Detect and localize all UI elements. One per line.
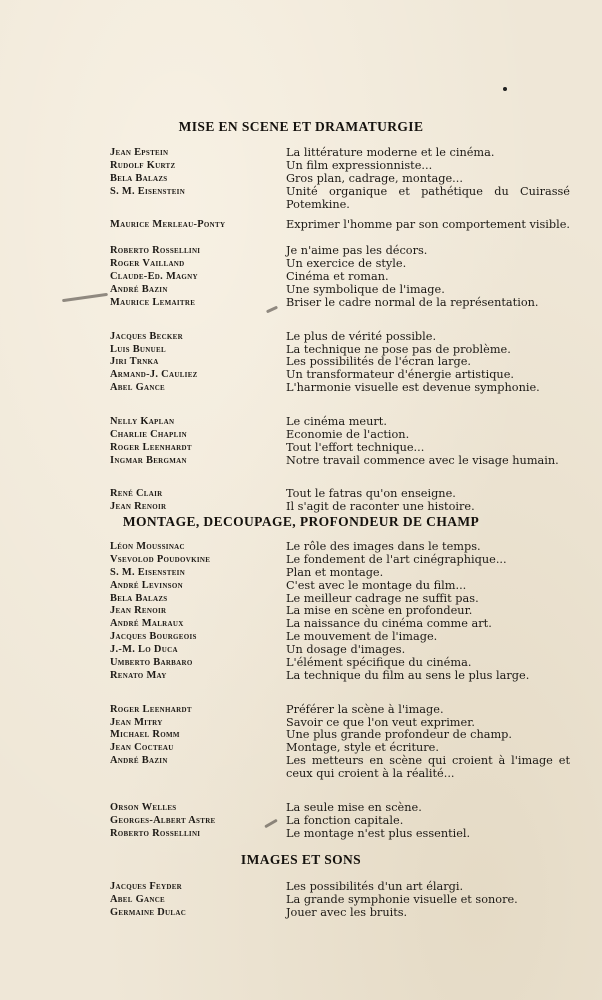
essay-title: Une plus grande profondeur de champ. bbox=[286, 728, 512, 742]
essay-title: Les possibilités d'un art élargi. bbox=[286, 880, 464, 893]
author-name: Jacques Becker bbox=[110, 330, 183, 342]
author-name: Jacques Bourgeois bbox=[110, 631, 197, 643]
essay-title: Economie de l'action. bbox=[286, 427, 410, 441]
author-name: Orson Welles bbox=[110, 801, 177, 813]
list-item bbox=[0, 815, 602, 828]
author-name: Renato May bbox=[110, 669, 167, 681]
essay-title: Gros plan, cadrage, montage... bbox=[286, 171, 463, 185]
list-item bbox=[0, 455, 602, 481]
essay-title: Jouer avec les bruits. bbox=[286, 905, 408, 919]
essay-title: La seule mise en scène. bbox=[286, 800, 422, 814]
author-name: J.-M. Lo Duca bbox=[110, 644, 178, 656]
essay-title: C'est avec le montage du film... bbox=[286, 578, 467, 592]
essay-title: Tout l'effort technique... bbox=[286, 440, 425, 454]
list-item bbox=[0, 331, 602, 344]
section-heading: MONTAGE, DECOUPAGE, PROFONDEUR DE CHAMP bbox=[122, 514, 480, 529]
essay-title: Un dosage d'images. bbox=[286, 643, 406, 657]
essay-title: Un exercice de style. bbox=[286, 257, 407, 271]
author-name: Jean Epstein bbox=[110, 147, 169, 158]
author-name: Jean Renoir bbox=[110, 501, 167, 513]
essay-title: Le fondement de l'art cinégraphique... bbox=[286, 552, 507, 566]
author-name: Jean Renoir bbox=[110, 605, 167, 617]
essay-title: Cinéma et roman. bbox=[286, 270, 389, 284]
author-name: Léon Moussinac bbox=[110, 541, 185, 552]
author-name: Bela Balazs bbox=[110, 172, 168, 184]
list-item bbox=[0, 907, 602, 920]
essay-title: L'harmonie visuelle est devenue symphonie. bbox=[286, 381, 540, 395]
essay-title: La littérature moderne et le cinéma. bbox=[286, 146, 495, 159]
section-heading: IMAGES ET SONS bbox=[240, 852, 362, 867]
author-name: Charlie Chaplin bbox=[110, 428, 187, 440]
list-item bbox=[0, 284, 602, 297]
list-item bbox=[0, 429, 602, 442]
list-item bbox=[0, 186, 602, 212]
author-name: S. M. Eisenstein bbox=[110, 185, 186, 197]
author-name: Rudolf Kurtz bbox=[110, 159, 176, 171]
author-name: André Malraux bbox=[110, 618, 184, 630]
author-name: Abel Gance bbox=[110, 382, 166, 394]
author-name: Ingmar Bergman bbox=[110, 454, 187, 466]
author-name: Luis Bunuel bbox=[110, 343, 166, 355]
author-name: Jean Mitry bbox=[110, 716, 163, 728]
author-name: Abel Gance bbox=[110, 893, 166, 905]
author-name: Germaine Dulac bbox=[110, 906, 187, 918]
list-item bbox=[0, 554, 602, 567]
author-name: Roberto Rossellini bbox=[110, 827, 201, 839]
list-item bbox=[0, 657, 602, 670]
section-heading: MISE EN SCENE ET DRAMATURGIE bbox=[178, 119, 424, 134]
author-name: Jiri Trnka bbox=[110, 356, 159, 368]
essay-title: Les metteurs en scène qui croient à l'image et ceux qui croient à la réalité... bbox=[286, 754, 570, 781]
entry-list bbox=[0, 147, 602, 514]
author-name: André Bazin bbox=[110, 283, 168, 295]
list-item bbox=[0, 219, 602, 245]
essay-title: La naissance du cinéma comme art. bbox=[286, 617, 492, 631]
essay-title: L'élément spécifique du cinéma. bbox=[286, 656, 472, 670]
essay-title: La technique du film au sens le plus large. bbox=[286, 668, 530, 682]
essay-title: Préférer la scène à l'image. bbox=[286, 702, 444, 716]
author-name: Maurice Lemaitre bbox=[110, 296, 196, 308]
essay-title: La mise en scène en profondeur. bbox=[286, 604, 473, 618]
author-name: Nelly Kaplan bbox=[110, 415, 175, 427]
list-item bbox=[0, 541, 602, 554]
essay-title: Il s'agit de raconter une histoire. bbox=[286, 500, 475, 514]
list-item bbox=[0, 828, 602, 841]
author-name: René Clair bbox=[110, 488, 163, 500]
author-name: Jean Cocteau bbox=[110, 742, 174, 754]
essay-title: Savoir ce que l'on veut exprimer. bbox=[286, 715, 475, 729]
essay-title: Une symbolique de l'image. bbox=[286, 282, 445, 296]
author-name: Umberto Barbaro bbox=[110, 657, 193, 669]
author-name: Maurice Merleau-Ponty bbox=[110, 219, 226, 231]
essay-title: La technique ne pose pas de problème. bbox=[286, 342, 511, 356]
list-item bbox=[0, 382, 602, 408]
author-name: Jacques Feyder bbox=[110, 881, 183, 892]
entry-list bbox=[0, 541, 602, 841]
essay-title: Notre travail commence avec le visage humain. bbox=[286, 453, 559, 467]
list-item bbox=[0, 894, 602, 907]
author-name: Claude-Ed. Magny bbox=[110, 271, 198, 283]
list-item bbox=[0, 147, 602, 160]
author-name: Roger Leenhardt bbox=[110, 703, 192, 715]
list-item bbox=[0, 501, 602, 514]
list-item bbox=[0, 442, 602, 455]
author-name: Armand-J. Cauliez bbox=[110, 369, 198, 381]
essay-title: Exprimer l'homme par son comportement visible. bbox=[286, 218, 570, 232]
essay-title: Les possibilités de l'écran large. bbox=[286, 355, 471, 369]
list-item bbox=[0, 173, 602, 186]
essay-title: Le meilleur cadrage ne suffit pas. bbox=[286, 591, 479, 605]
list-item bbox=[0, 704, 602, 717]
essay-title: Un transformateur d'énergie artistique. bbox=[286, 368, 514, 382]
essay-title: Le mouvement de l'image. bbox=[286, 630, 438, 644]
essay-title: Je n'aime pas les décors. bbox=[286, 244, 428, 258]
author-name: Roberto Rossellini bbox=[110, 245, 201, 257]
list-item bbox=[0, 567, 602, 580]
list-item bbox=[0, 160, 602, 173]
essay-title: Le cinéma meurt. bbox=[286, 414, 387, 428]
essay-title: La fonction capitale. bbox=[286, 813, 404, 827]
list-item bbox=[0, 881, 602, 894]
essay-title: Le plus de vérité possible. bbox=[286, 329, 437, 343]
essay-title: La grande symphonie visuelle et sonore. bbox=[286, 892, 518, 906]
author-name: Roger Vailland bbox=[110, 258, 185, 270]
list-item bbox=[0, 670, 602, 696]
essay-title: Tout le fatras qu'on enseigne. bbox=[286, 487, 456, 501]
ink-dot bbox=[503, 87, 507, 91]
author-name: Vsevolod Poudovkine bbox=[110, 553, 211, 565]
list-item bbox=[0, 755, 602, 794]
essay-title: Briser le cadre normal de la représentation. bbox=[286, 295, 539, 309]
essay-title: Un film expressionniste... bbox=[286, 158, 433, 172]
list-item bbox=[0, 416, 602, 429]
list-item bbox=[0, 580, 602, 593]
list-item bbox=[0, 297, 602, 323]
list-item bbox=[0, 271, 602, 284]
author-name: André Bazin bbox=[110, 755, 168, 767]
author-name: Georges-Albert Astre bbox=[110, 814, 216, 826]
essay-title: Plan et montage. bbox=[286, 565, 384, 579]
list-item bbox=[0, 802, 602, 815]
essay-title: Unité organique et pathétique du Cuirassé Potemkine. bbox=[286, 184, 570, 211]
essay-title: Le montage n'est plus essentiel. bbox=[286, 826, 471, 840]
entry-list bbox=[0, 881, 602, 920]
essay-title: Le rôle des images dans le temps. bbox=[286, 540, 481, 553]
author-name: Roger Leenhardt bbox=[110, 441, 192, 453]
author-name: Bela Balazs bbox=[110, 592, 168, 604]
author-name: Michael Romm bbox=[110, 729, 180, 741]
author-name: S. M. Eisenstein bbox=[110, 566, 186, 578]
essay-title: Montage, style et écriture. bbox=[286, 741, 439, 755]
author-name: André Levinson bbox=[110, 579, 183, 591]
